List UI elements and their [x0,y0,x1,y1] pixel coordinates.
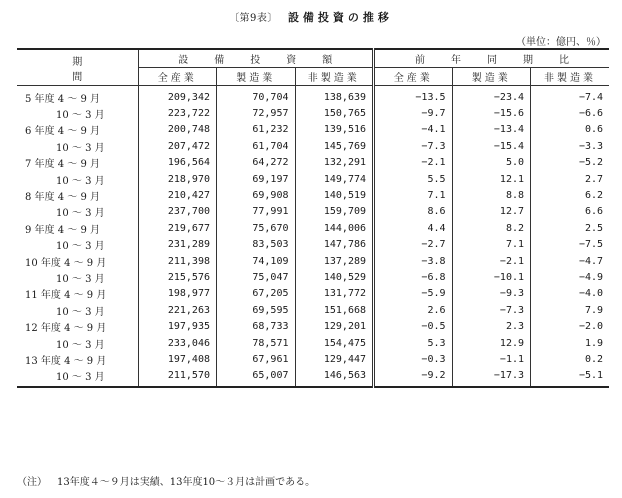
value-cell: 237,700 [138,204,217,220]
value-cell: 129,201 [295,318,374,334]
table-row [17,220,609,236]
table-title-text: 設備投資の推移 [287,11,393,24]
period-cell: 5 年度 4 ～ 9 月 [25,93,100,105]
value-cell: −5.9 [374,286,453,302]
table-row [17,269,609,285]
value-cell: 231,289 [138,237,217,253]
header-sub: 非製造業 [531,68,610,86]
value-cell: −15.4 [452,138,531,154]
period-cell: 10 ～ 3 月 [56,175,105,187]
table-title [0,9,622,25]
value-cell: 198,977 [138,286,217,302]
value-cell: 197,408 [138,351,217,367]
period-cell: 10 ～ 3 月 [56,273,105,285]
value-cell: −9.3 [452,286,531,302]
value-cell: −7.3 [374,138,453,154]
value-cell: 5.3 [374,335,453,351]
value-cell: −6.6 [531,105,610,121]
value-cell: −7.4 [531,86,610,106]
value-cell: 219,677 [138,220,217,236]
value-cell: −7.5 [531,237,610,253]
value-cell: −4.9 [531,269,610,285]
value-cell: 0.2 [531,351,610,367]
value-cell: 61,232 [217,122,296,138]
value-cell: 7.1 [374,187,453,203]
value-cell: 69,595 [217,302,296,318]
value-cell: 137,289 [295,253,374,269]
value-cell: 0.6 [531,122,610,138]
header-sub: 全産業 [138,68,217,86]
value-cell: 72,957 [217,105,296,121]
table-row [17,105,609,121]
value-cell: −4.7 [531,253,610,269]
value-cell: 74,109 [217,253,296,269]
value-cell: 75,670 [217,220,296,236]
value-cell: 12.1 [452,171,531,187]
value-cell: −5.1 [531,368,610,387]
table-row [17,286,609,302]
value-cell: −4.0 [531,286,610,302]
value-cell: 211,570 [138,368,217,387]
footnote-label: （注） [17,477,47,488]
value-cell: 211,398 [138,253,217,269]
value-cell: 131,772 [295,286,374,302]
value-cell: −3.8 [374,253,453,269]
value-cell: −0.5 [374,318,453,334]
value-cell: −2.7 [374,237,453,253]
table-row [17,122,609,138]
value-cell: 129,447 [295,351,374,367]
table-row [17,187,609,203]
value-cell: 2.3 [452,318,531,334]
value-cell: 197,935 [138,318,217,334]
value-cell: 140,519 [295,187,374,203]
value-cell: 144,006 [295,220,374,236]
value-cell: −4.1 [374,122,453,138]
value-cell: 145,769 [295,138,374,154]
value-cell: −13.5 [374,86,453,106]
period-cell: 10 ～ 3 月 [56,306,105,318]
period-cell: 8 年度 4 ～ 9 月 [25,192,100,204]
table-row [17,237,609,253]
table-row [17,155,609,171]
table-row [17,335,609,351]
header-sub: 全産業 [374,68,453,86]
value-cell: 159,709 [295,204,374,220]
value-cell: 12.7 [452,204,531,220]
value-cell: 5.5 [374,171,453,187]
value-cell: 8.6 [374,204,453,220]
value-cell: 69,197 [217,171,296,187]
value-cell: −13.4 [452,122,531,138]
unit-label: （単位：億円、％） [516,37,606,48]
value-cell: 6.6 [531,204,610,220]
value-cell: −2.1 [374,155,453,171]
value-cell: −15.6 [452,105,531,121]
value-cell: 150,765 [295,105,374,121]
value-cell: 149,774 [295,171,374,187]
period-cell: 12 年度 4 ～ 9 月 [25,323,107,335]
value-cell: −3.3 [531,138,610,154]
value-cell: 7.9 [531,302,610,318]
value-cell: 61,704 [217,138,296,154]
value-cell: 8.2 [452,220,531,236]
table-row [17,86,609,106]
value-cell: 1.9 [531,335,610,351]
value-cell: 138,639 [295,86,374,106]
value-cell: 6.2 [531,187,610,203]
header-sub: 製造業 [217,68,296,86]
value-cell: 2.6 [374,302,453,318]
period-cell: 6 年度 4 ～ 9 月 [25,126,100,138]
value-cell: 70,704 [217,86,296,106]
value-cell: 218,970 [138,171,217,187]
value-cell: 223,722 [138,105,217,121]
footnote-text: 13年度４～９月は実績、13年度10～３月は計画である。 [57,477,316,488]
value-cell: 154,475 [295,335,374,351]
value-cell: 7.1 [452,237,531,253]
header-sub: 非製造業 [295,68,374,86]
value-cell: 200,748 [138,122,217,138]
table-row [17,318,609,334]
value-cell: −1.1 [452,351,531,367]
period-cell: 11 年度 4 ～ 9 月 [25,290,107,302]
value-cell: 5.0 [452,155,531,171]
value-cell: 65,007 [217,368,296,387]
period-cell: 10 ～ 3 月 [56,110,105,122]
value-cell: 207,472 [138,138,217,154]
value-cell: −7.3 [452,302,531,318]
value-cell: −2.0 [531,318,610,334]
value-cell: −5.2 [531,155,610,171]
value-cell: −6.8 [374,269,453,285]
value-cell: 196,564 [138,155,217,171]
value-cell: 75,047 [217,269,296,285]
period-cell: 13 年度 4 ～ 9 月 [25,355,107,367]
period-cell: 10 ～ 3 月 [56,241,105,253]
value-cell: 147,786 [295,237,374,253]
value-cell: 68,733 [217,318,296,334]
value-cell: 2.5 [531,220,610,236]
table-row [17,253,609,269]
value-cell: 12.9 [452,335,531,351]
value-cell: 77,991 [217,204,296,220]
period-cell: 7 年度 4 ～ 9 月 [25,159,100,171]
header-yoy-group: 前年同期比 [374,49,610,68]
value-cell: 2.7 [531,171,610,187]
value-cell: 210,427 [138,187,217,203]
value-cell: 67,961 [217,351,296,367]
value-cell: −17.3 [452,368,531,387]
header-period: 期 間 [17,49,138,86]
table-row [17,368,609,387]
header-sub: 製造業 [452,68,531,86]
table-row [17,171,609,187]
period-cell: 10 ～ 3 月 [56,339,105,351]
value-cell: −9.2 [374,368,453,387]
value-cell: 139,516 [295,122,374,138]
period-cell: 10 年度 4 ～ 9 月 [25,257,107,269]
value-cell: 78,571 [217,335,296,351]
value-cell: −2.1 [452,253,531,269]
value-cell: 64,272 [217,155,296,171]
table-row [17,204,609,220]
value-cell: 233,046 [138,335,217,351]
period-cell: 9 年度 4 ～ 9 月 [25,224,100,236]
period-cell: 10 ～ 3 月 [17,368,138,387]
value-cell: 8.8 [452,187,531,203]
value-cell: 215,576 [138,269,217,285]
value-cell: −23.4 [452,86,531,106]
value-cell: 140,529 [295,269,374,285]
table-row [17,138,609,154]
value-cell: −10.1 [452,269,531,285]
value-cell: 132,291 [295,155,374,171]
value-cell: 83,503 [217,237,296,253]
value-cell: 67,205 [217,286,296,302]
table-row [17,351,609,367]
value-cell: 69,908 [217,187,296,203]
table-row [17,302,609,318]
table-number: 〔第9表〕 [229,13,278,24]
value-cell: 221,263 [138,302,217,318]
period-cell: 10 ～ 3 月 [56,142,105,154]
value-cell: −0.3 [374,351,453,367]
header-capex-group: 設備投資額 [138,49,374,68]
period-cell: 10 ～ 3 月 [56,208,105,220]
value-cell: 146,563 [295,368,374,387]
value-cell: 209,342 [138,86,217,106]
value-cell: 151,668 [295,302,374,318]
value-cell: −9.7 [374,105,453,121]
footnote [17,473,315,488]
capex-table [17,48,609,388]
value-cell: 4.4 [374,220,453,236]
